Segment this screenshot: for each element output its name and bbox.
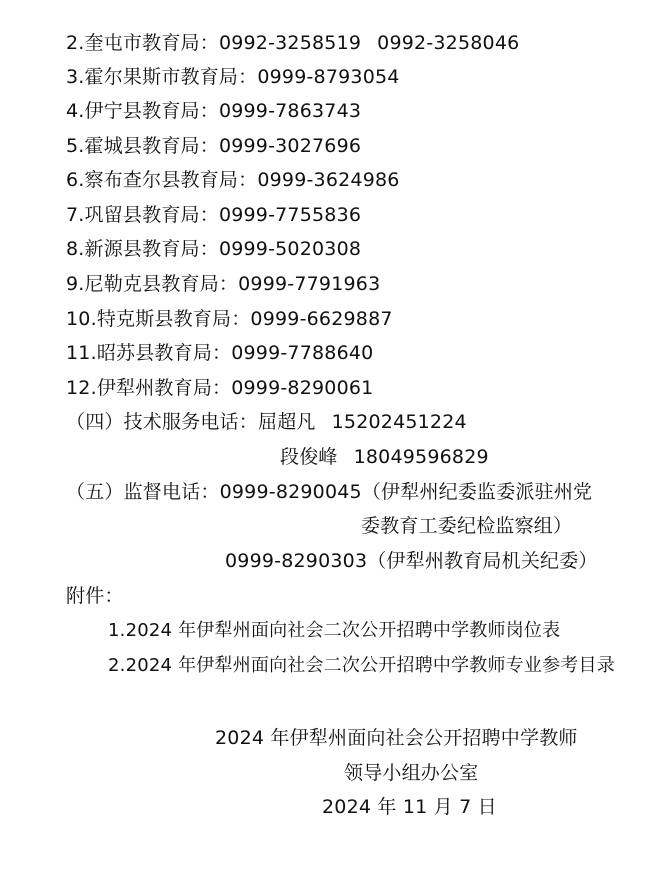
tech-support-person: 段俊峰 (280, 446, 338, 468)
supervision-text: 0999-8290303（伊犁州教育局机关纪委） (225, 550, 598, 572)
contact-item (66, 99, 361, 123)
tech-support-line (280, 445, 489, 469)
contact-phone: 0992-3258519 (218, 32, 362, 54)
tech-support-phone: 15202451224 (331, 411, 467, 433)
contact-item (66, 134, 361, 158)
contact-name: 5.霍城县教育局： (66, 135, 219, 157)
supervision-line (66, 480, 592, 504)
attachments-label: 附件： (66, 585, 124, 607)
supervision-text: 委教育工委纪检监察组） (361, 515, 573, 537)
contact-name: 10.特克斯县教育局： (66, 308, 251, 330)
contact-name: 3.霍尔果斯市教育局： (66, 66, 258, 88)
contact-name: 6.察布查尔县教育局： (66, 169, 258, 191)
contact-item (66, 168, 400, 192)
contact-item (66, 376, 373, 400)
contact-name: 11.昭苏县教育局： (66, 342, 232, 364)
tech-support-phone: 18049596829 (353, 446, 489, 468)
contact-phone: 0999-5020308 (218, 238, 362, 260)
contact-phone: 0999-3624986 (257, 169, 400, 191)
contact-phone: 0999-3027696 (218, 135, 362, 157)
contact-item (66, 237, 361, 261)
supervision-line (225, 549, 598, 573)
contact-name: 12.伊犁州教育局： (66, 377, 232, 399)
contact-name: 7.巩留县教育局： (66, 204, 219, 226)
contact-phone: 0999-8793054 (257, 66, 400, 88)
tech-support-person: 屈超凡 (258, 411, 316, 433)
contact-phone: 0999-7791963 (238, 273, 381, 295)
contact-phone: 0999-7755836 (218, 204, 362, 226)
contact-phone: 0999-7863743 (218, 100, 362, 122)
tech-support-line (66, 410, 467, 434)
supervision-text: 0999-8290045（伊犁州纪委监委派驻州党 (219, 481, 593, 503)
contact-item (66, 307, 393, 331)
contact-item (66, 341, 373, 365)
contact-item (66, 203, 361, 227)
tech-support-label: （四）技术服务电话： (66, 411, 259, 433)
attachment-item: 1.2024 年伊犁州面向社会二次公开招聘中学教师岗位表 (108, 620, 561, 641)
contact-name: 8.新源县教育局： (66, 238, 219, 260)
contact-phone-secondary: 0992-3258046 (377, 32, 520, 54)
contact-name: 4.伊宁县教育局： (66, 100, 219, 122)
contact-phone: 0999-6629887 (250, 308, 393, 330)
contact-item (66, 31, 519, 55)
contact-item (66, 272, 380, 296)
signature-org: 2024 年伊犁州面向社会公开招聘中学教师 (215, 727, 578, 749)
contact-name: 9.尼勒克县教育局： (66, 273, 239, 295)
contact-name: 2.奎屯市教育局： (66, 32, 219, 54)
attachment-item: 2.2024 年伊犁州面向社会二次公开招聘中学教师专业参考目录 (108, 655, 615, 676)
signature-org: 领导小组办公室 (344, 762, 479, 784)
supervision-label: （五）监督电话： (66, 481, 220, 503)
contact-phone: 0999-8290061 (231, 377, 374, 399)
signature-date: 2024 年 11 月 7 日 (322, 796, 497, 818)
contact-item (66, 65, 400, 89)
contact-phone: 0999-7788640 (231, 342, 374, 364)
supervision-line (361, 514, 572, 538)
